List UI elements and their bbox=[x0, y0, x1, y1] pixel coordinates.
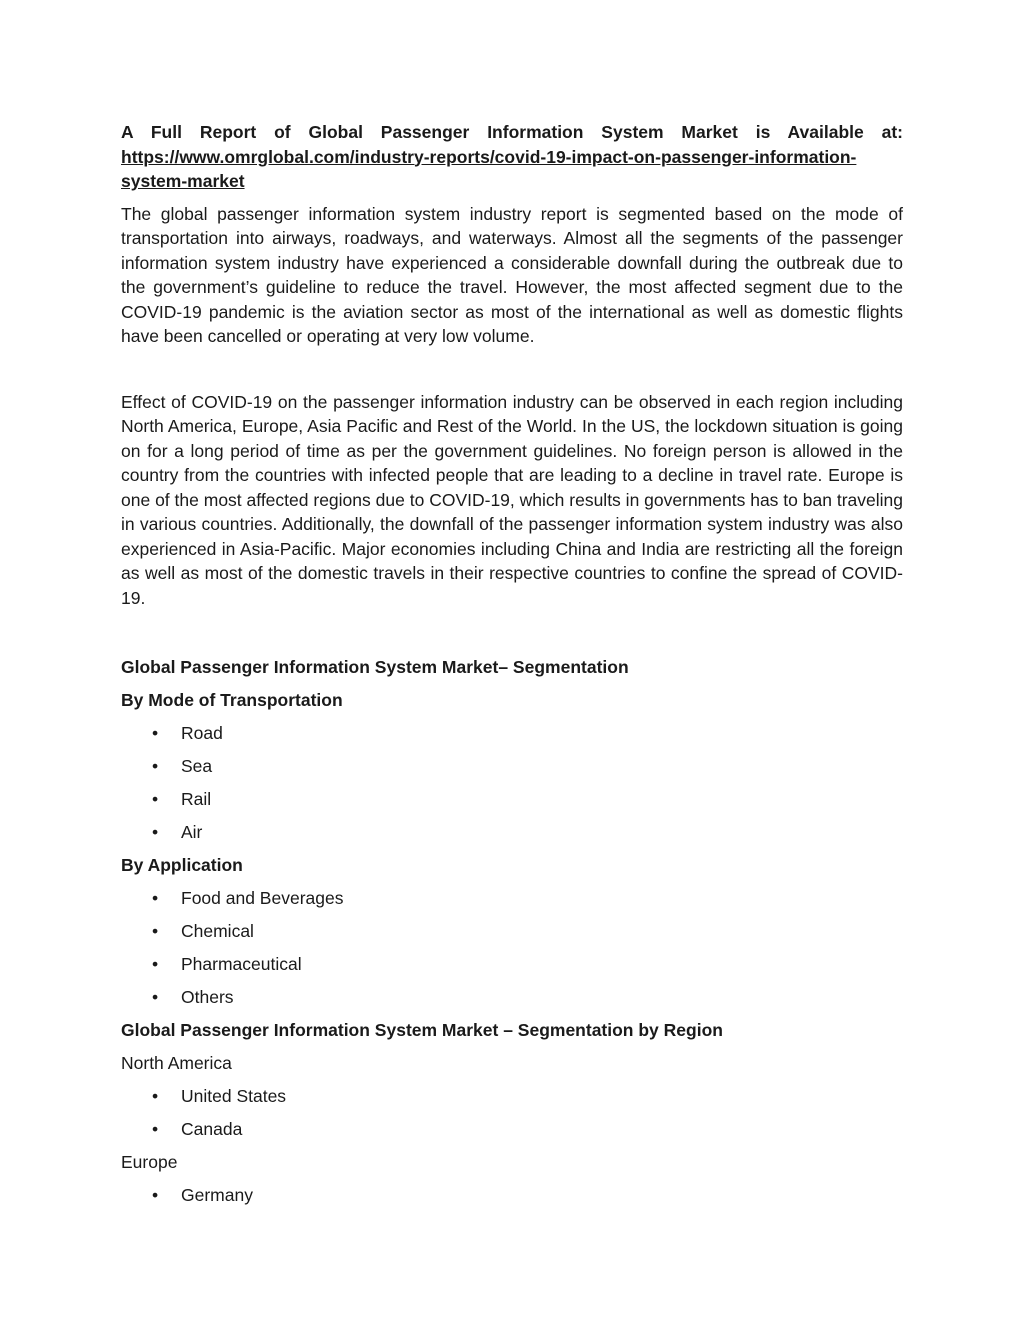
europe-label: Europe bbox=[121, 1152, 178, 1172]
mode-of-transportation-heading: By Mode of Transportation bbox=[121, 690, 343, 710]
list-item: • Air bbox=[121, 816, 903, 849]
mode-list bbox=[121, 717, 903, 849]
report-link[interactable]: https://www.omrglobal.com/industry-reports/covid-19-impact-on-passenger-information-system-market bbox=[121, 146, 857, 191]
segmentation-heading: Global Passenger Information System Market– Segmentation bbox=[121, 657, 629, 677]
bullet-icon: • bbox=[152, 1086, 159, 1106]
list-item: • Others bbox=[121, 981, 903, 1014]
list-item: • Germany bbox=[121, 1179, 903, 1212]
application-list bbox=[121, 882, 903, 1014]
paragraph-segment-overview: The global passenger information system industry report is segmented based on the mode of transportation into airways, roadways, and waterways. Almost all the segments of the passenger information system industry have experienced a considerable downfall during the outbreak due to the government’s guideline to reduce the travel. However, the most affected segment due to the COVID-19 pandemic is the aviation sector as most of the international as well as domestic flights have been cancelled or operating at very low volume. bbox=[121, 203, 903, 346]
list-item: • United States bbox=[121, 1080, 903, 1113]
report-availability-notice bbox=[121, 120, 903, 194]
list-item: • Road bbox=[121, 717, 903, 750]
bullet-icon: • bbox=[152, 888, 159, 908]
bullet-icon: • bbox=[152, 1185, 159, 1205]
bullet-icon: • bbox=[152, 1119, 159, 1139]
north-america-list bbox=[121, 1080, 903, 1146]
bullet-icon: • bbox=[152, 921, 159, 941]
list-item: • Food and Beverages bbox=[121, 882, 903, 915]
notice-lead-text: A Full Report of Global Passenger Information System Market is Available at: bbox=[121, 122, 903, 142]
paragraph-regional-effect: Effect of COVID-19 on the passenger information industry can be observed in each region including North America, Europe, Asia Pacific and Rest of the World. In the US, the lockdown situation is going on for a long period of time as per the government guidelines. No foreign person is allowed in the country from the countries with infected people that are leading to a decline in travel rate. Europe is one of the most affected regions due to COVID-19, which results in governments has to ban traveling in various countries. Additionally, the downfall of the passenger information system industry was also experienced in Asia-Pacific. Major economies including China and India are restricting all the foreign as well as most of the domestic travels in their respective countries to confine the spread of COVID-19. bbox=[121, 391, 903, 608]
list-item: • Rail bbox=[121, 783, 903, 816]
document-body bbox=[121, 120, 903, 1212]
application-heading: By Application bbox=[121, 855, 243, 875]
bullet-icon: • bbox=[152, 954, 159, 974]
bullet-icon: • bbox=[152, 723, 159, 743]
list-item: • Canada bbox=[121, 1113, 903, 1146]
bullet-icon: • bbox=[152, 987, 159, 1007]
list-item: • Sea bbox=[121, 750, 903, 783]
region-segmentation-heading: Global Passenger Information System Market – Segmentation by Region bbox=[121, 1020, 723, 1040]
europe-list bbox=[121, 1179, 903, 1212]
north-america-label: North America bbox=[121, 1053, 232, 1073]
list-item: • Pharmaceutical bbox=[121, 948, 903, 981]
bullet-icon: • bbox=[152, 822, 159, 842]
list-item: • Chemical bbox=[121, 915, 903, 948]
bullet-icon: • bbox=[152, 789, 159, 809]
bullet-icon: • bbox=[152, 756, 159, 776]
